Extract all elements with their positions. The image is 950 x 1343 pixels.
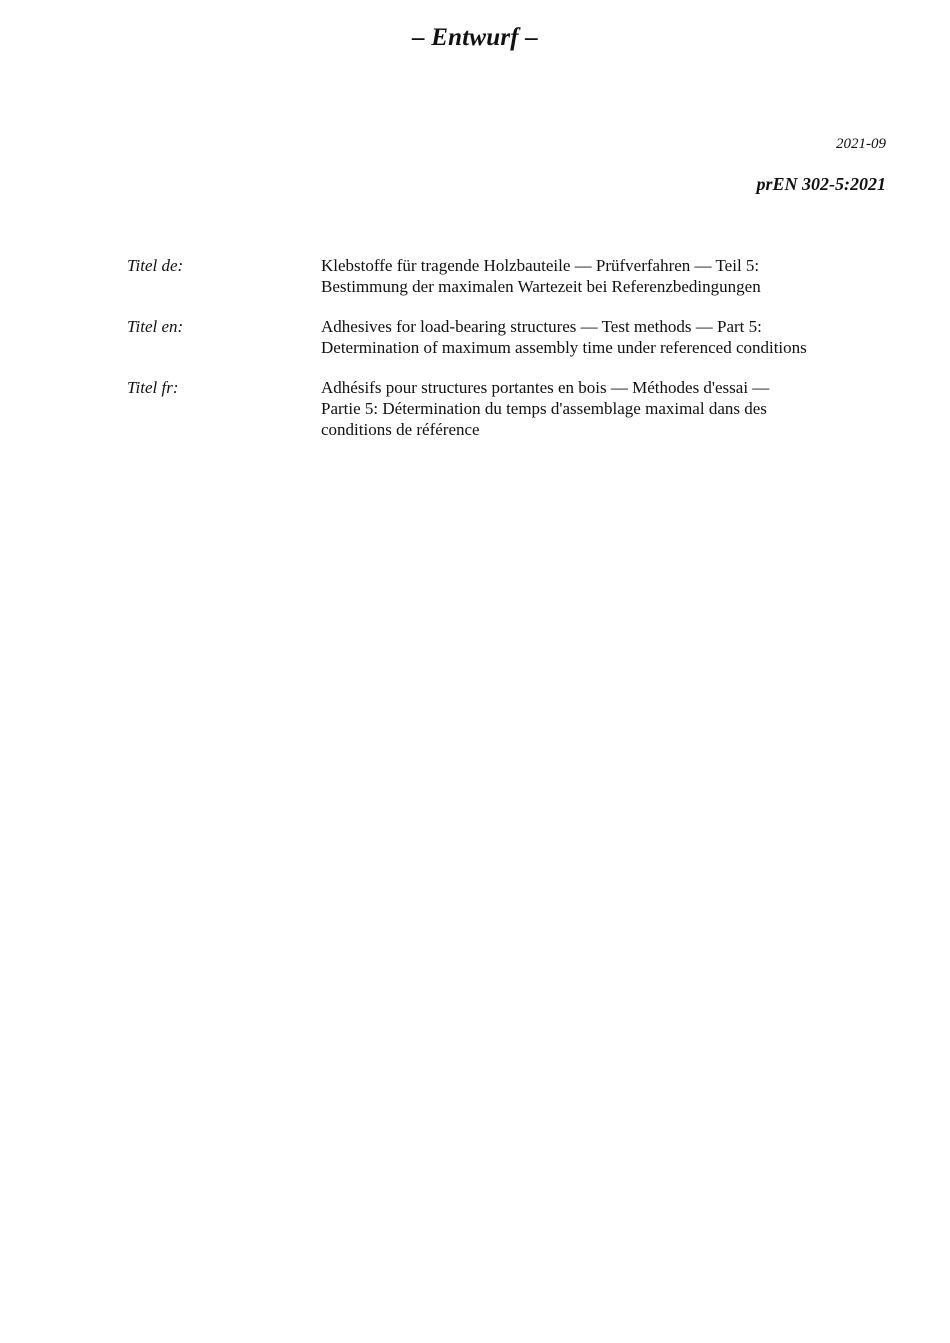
title-label-en: Titel en: xyxy=(127,317,184,336)
document-number: prEN 302-5:2021 xyxy=(756,174,886,194)
title-text-de: Klebstoffe für tragende Holzbauteile — Prüfverfahren — Teil 5: Bestimmung der maximalen Wartezeit bei Referenzbedingungen xyxy=(321,256,761,296)
title-row-de xyxy=(127,255,897,297)
document-date: 2021-09 xyxy=(836,136,886,152)
title-text-fr: Adhésifs pour structures portantes en bois — Méthodes d'essai — Partie 5: Détermination du temps d'assemblage maximal dans des conditions de référence xyxy=(321,378,770,439)
title-list xyxy=(127,255,897,459)
title-label-de: Titel de: xyxy=(127,256,184,275)
title-row-en xyxy=(127,316,897,358)
title-row-fr xyxy=(127,377,897,440)
title-label-fr: Titel fr: xyxy=(127,378,179,397)
title-text-en: Adhesives for load-bearing structures — Test methods — Part 5: Determination of maximum assembly time under referenced conditions xyxy=(321,317,807,357)
draft-heading: – Entwurf – xyxy=(412,24,538,51)
